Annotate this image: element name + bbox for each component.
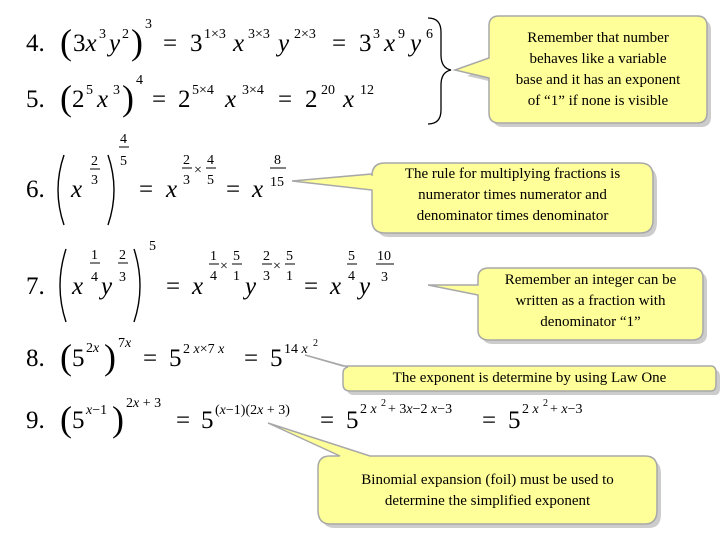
equals-sign: = bbox=[278, 86, 293, 113]
fraction bbox=[262, 249, 295, 284]
big-close-paren bbox=[108, 155, 114, 225]
big-open-paren bbox=[60, 249, 66, 322]
problem-5 bbox=[26, 73, 374, 118]
math-term: 2 bbox=[178, 86, 191, 113]
exponent: 5×4 bbox=[192, 83, 214, 98]
exponent: 14 x bbox=[284, 342, 308, 357]
open-paren: ( bbox=[60, 337, 72, 377]
math-term: x bbox=[384, 30, 396, 57]
exponent: 3 bbox=[145, 17, 152, 32]
callout-line: The rule for multiplying fractions is bbox=[404, 166, 621, 182]
big-open-paren bbox=[58, 155, 64, 225]
svg-text:3: 3 bbox=[381, 270, 388, 285]
exponent: 3 bbox=[99, 27, 106, 42]
exponent: 3×4 bbox=[242, 83, 264, 98]
math-term: 3 bbox=[190, 30, 203, 57]
svg-text:15: 15 bbox=[270, 175, 284, 190]
problem-number: 8. bbox=[26, 345, 45, 372]
problem-6 bbox=[26, 132, 286, 225]
svg-text:1: 1 bbox=[210, 249, 217, 264]
exponent: 3 bbox=[373, 27, 380, 42]
equals-sign: = bbox=[482, 407, 497, 434]
svg-text:1: 1 bbox=[91, 248, 98, 263]
exponent: 9 bbox=[398, 27, 405, 42]
svg-text:1: 1 bbox=[233, 269, 240, 284]
equals-sign: = bbox=[163, 30, 178, 57]
open-paren: ( bbox=[60, 78, 72, 118]
exponent: 12 bbox=[360, 83, 374, 98]
exponent: 20 bbox=[321, 83, 335, 98]
exponent: 2×3 bbox=[294, 27, 316, 42]
exponent: 3 bbox=[113, 83, 120, 98]
callout-line: base and it has an exponent bbox=[515, 72, 681, 88]
close-paren: ) bbox=[112, 399, 124, 439]
math-term: x bbox=[233, 30, 245, 57]
callout-line: Remember that number bbox=[527, 30, 669, 46]
math-term: 5 bbox=[270, 345, 283, 372]
math-term: 5 bbox=[72, 407, 85, 434]
open-paren: ( bbox=[60, 22, 72, 62]
math-term: x bbox=[330, 273, 342, 300]
exponent: 2 x×7 x bbox=[183, 342, 225, 357]
exponent: 2 bbox=[381, 398, 386, 409]
exponent: 1×3 bbox=[204, 27, 226, 42]
exponent: 2 bbox=[122, 27, 129, 42]
math-term: y bbox=[410, 30, 422, 57]
svg-text:3: 3 bbox=[183, 173, 190, 188]
exponent: 5 bbox=[86, 83, 93, 98]
svg-text:4: 4 bbox=[91, 270, 98, 285]
equals-sign: = bbox=[176, 407, 191, 434]
exponent: 7x bbox=[118, 336, 132, 351]
math-term: 5 bbox=[72, 345, 85, 372]
math-term: x bbox=[192, 273, 204, 300]
svg-text:10: 10 bbox=[377, 249, 391, 264]
math-term: y bbox=[245, 273, 257, 300]
math-term: x bbox=[97, 86, 109, 113]
callout-line: denominator times denominator bbox=[416, 208, 609, 224]
svg-text:5: 5 bbox=[120, 154, 127, 169]
math-term: 5 bbox=[169, 345, 182, 372]
fraction bbox=[270, 153, 286, 190]
equals-sign: = bbox=[304, 273, 319, 300]
close-paren: ) bbox=[131, 22, 143, 62]
exponent: 5 bbox=[149, 239, 156, 254]
svg-text:3: 3 bbox=[91, 173, 98, 188]
problem-7 bbox=[26, 239, 394, 322]
equals-sign: = bbox=[226, 176, 241, 203]
callout-line: behaves like a variable bbox=[529, 51, 667, 67]
svg-text:3: 3 bbox=[119, 270, 126, 285]
fraction bbox=[347, 249, 357, 284]
math-term: x bbox=[252, 176, 264, 203]
svg-text:4: 4 bbox=[120, 132, 127, 147]
exponent: 2 x bbox=[360, 402, 377, 417]
math-term: 2 bbox=[305, 86, 318, 113]
problem-number: 5. bbox=[26, 86, 45, 113]
exponent: 6 bbox=[426, 27, 433, 42]
svg-text:×: × bbox=[273, 259, 281, 274]
svg-text:5: 5 bbox=[233, 249, 240, 264]
fraction bbox=[90, 154, 100, 188]
exponent: 2 x bbox=[522, 402, 539, 417]
svg-text:5: 5 bbox=[286, 249, 293, 264]
exponent: 2 bbox=[543, 398, 548, 409]
fraction bbox=[182, 153, 216, 188]
fraction bbox=[209, 249, 242, 284]
svg-text:2: 2 bbox=[91, 154, 98, 169]
fraction bbox=[376, 249, 394, 285]
problem-number: 6. bbox=[26, 176, 45, 203]
math-term: y bbox=[359, 273, 371, 300]
exponent: 3×3 bbox=[248, 27, 270, 42]
math-term: 5 bbox=[201, 407, 214, 434]
callout-line: denominator “1” bbox=[540, 314, 641, 330]
svg-text:2: 2 bbox=[183, 153, 190, 168]
close-paren: ) bbox=[104, 337, 116, 377]
svg-text:×: × bbox=[194, 163, 202, 178]
svg-text:5: 5 bbox=[348, 249, 355, 264]
exponent: 2x + 3 bbox=[126, 396, 162, 411]
callout-line: Binomial expansion (foil) must be used to bbox=[361, 472, 614, 488]
close-paren: ) bbox=[122, 78, 134, 118]
callout-line: of “1” if none is visible bbox=[527, 93, 669, 109]
problem-number: 7. bbox=[26, 273, 45, 300]
equals-sign: = bbox=[166, 273, 181, 300]
equals-sign: = bbox=[244, 345, 259, 372]
problem-8 bbox=[26, 336, 318, 377]
open-paren: ( bbox=[60, 399, 72, 439]
exponent: + x−3 bbox=[550, 402, 583, 417]
exponent: 4 bbox=[136, 73, 143, 88]
svg-text:4: 4 bbox=[210, 269, 217, 284]
math-term: 5 bbox=[508, 407, 521, 434]
svg-text:4: 4 bbox=[348, 269, 355, 284]
math-term: x bbox=[343, 86, 355, 113]
equals-sign: = bbox=[143, 345, 158, 372]
math-term: y bbox=[278, 30, 290, 57]
fraction bbox=[118, 248, 128, 285]
callout-line: Remember an integer can be bbox=[504, 272, 677, 288]
problem-9 bbox=[26, 396, 583, 439]
svg-text:5: 5 bbox=[207, 173, 214, 188]
fraction bbox=[90, 248, 100, 285]
math-term: 3x bbox=[73, 30, 97, 57]
math-term: x bbox=[166, 176, 178, 203]
callout-line: The exponent is determine by using Law One bbox=[392, 370, 667, 386]
math-term: x bbox=[71, 176, 83, 203]
callout-line: numerator times numerator and bbox=[418, 187, 607, 203]
exponent: + 3x−2 x−3 bbox=[388, 402, 453, 417]
exponent: 2x bbox=[86, 341, 100, 356]
problem-number: 9. bbox=[26, 407, 45, 434]
svg-text:1: 1 bbox=[286, 269, 293, 284]
exponent: 2 bbox=[313, 338, 318, 349]
problem-number: 4. bbox=[26, 30, 45, 57]
equals-sign: = bbox=[139, 176, 154, 203]
equals-sign: = bbox=[320, 407, 335, 434]
svg-text:4: 4 bbox=[207, 153, 214, 168]
math-term: x bbox=[225, 86, 237, 113]
svg-text:8: 8 bbox=[274, 153, 281, 168]
svg-text:×: × bbox=[220, 259, 228, 274]
callout-line: written as a fraction with bbox=[515, 293, 666, 309]
exponent: x−1 bbox=[86, 403, 108, 418]
svg-text:3: 3 bbox=[263, 269, 270, 284]
equals-sign: = bbox=[332, 30, 347, 57]
math-term: 3 bbox=[359, 30, 372, 57]
math-term: y bbox=[101, 273, 113, 300]
math-term: 5 bbox=[346, 407, 359, 434]
math-term: 2 bbox=[72, 86, 85, 113]
fraction bbox=[119, 132, 129, 169]
exponent: (x−1)(2x + 3) bbox=[215, 403, 290, 418]
equals-sign: = bbox=[152, 86, 167, 113]
svg-text:2: 2 bbox=[119, 248, 126, 263]
problem-4 bbox=[26, 17, 433, 62]
callout-line: determine the simplified exponent bbox=[384, 493, 591, 509]
math-term: x bbox=[72, 273, 84, 300]
svg-text:2: 2 bbox=[263, 249, 270, 264]
math-term: y bbox=[109, 30, 121, 57]
big-close-paren bbox=[134, 249, 140, 322]
